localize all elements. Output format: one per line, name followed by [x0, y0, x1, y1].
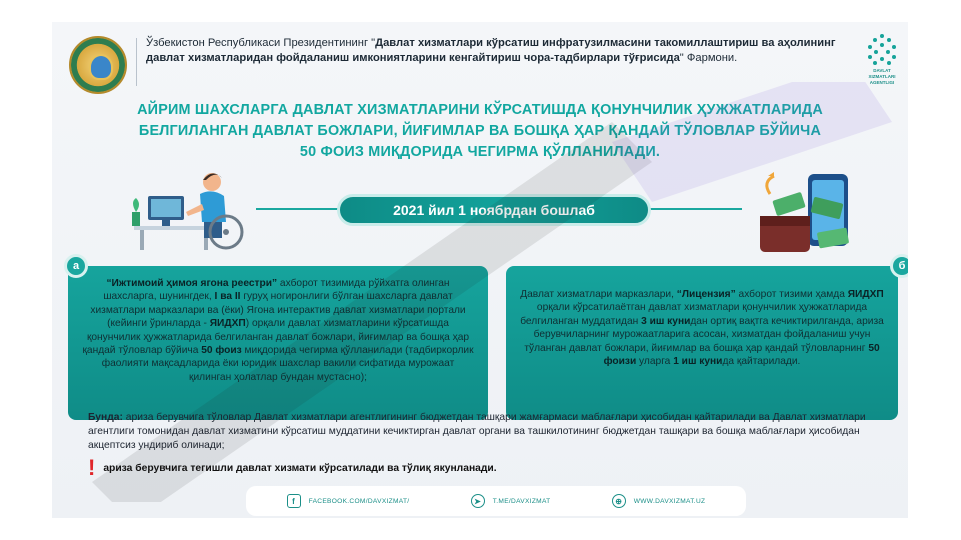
- agency-logo-text: DAVLAT XIZMATLARI AGENTLIGI: [868, 68, 896, 85]
- exclamation-icon: !: [88, 455, 96, 480]
- title-line-3: 50 ФОИЗ МИҚДОРИДА ЧЕГИРМА ҚЎЛЛАНИЛАДИ.: [299, 144, 661, 160]
- title-line-1: АЙРИМ ШАХСЛАРГА ДАВЛАТ ХИЗМАТЛАРИНИ КЎРСАТИШДА ҚОНУНЧИЛИК ҲУЖЖАТЛАРИДА: [137, 102, 823, 118]
- date-pill: 2021 йил 1 ноябрдан бошлаб: [337, 194, 651, 226]
- panel-a-text-1: ахборот тизимида рўйхатга олинган шахсларга, шунингдек,: [103, 278, 450, 303]
- panel-a-text-4: миқдорида чегирма қўлланилади (тадбиркорлик фаолияти мақсадларида ёки юридик шахслар вакили сифатида мурожаат қилинган ҳолатлар бундан мустасно);: [101, 345, 474, 383]
- panel-b-text-5: уларга: [636, 356, 674, 368]
- panel-a-bold-2: I ва II: [214, 291, 241, 303]
- agency-logo-icon: [866, 34, 898, 66]
- date-line-left: [256, 208, 338, 210]
- decree-text: [146, 36, 846, 66]
- globe-icon: ⊕: [612, 494, 626, 508]
- telegram-icon: ➤: [471, 494, 485, 508]
- facebook-link-text: FACEBOOK.COM/DAVXIZMAT/: [308, 497, 410, 505]
- footer-links: [246, 486, 746, 516]
- panel-b-text-6: да қайтарилади.: [722, 356, 801, 368]
- panel-a-bold-1: “Ижтимоий ҳимоя ягона реестри”: [106, 278, 278, 289]
- panel-b: [506, 266, 898, 420]
- badge-b: б: [890, 254, 908, 278]
- panel-a-text-3: ) орқали давлат хизматларини кўрсатишда қонунчилик ҳужжатларида белгиланган давлат божлари, йиғимлар ва бошқа ҳар қандай тўловлар бўйича: [82, 318, 470, 357]
- decree-suffix: " Фармони.: [679, 52, 738, 64]
- panel-a: [68, 266, 488, 420]
- final-statement-text: ариза берувчига тегишли давлат хизмати кўрсатилади ва тўлиқ якунланади.: [103, 462, 497, 474]
- panel-b-text-1: Давлат хизматлари марказлари,: [520, 289, 677, 300]
- panel-b-bold-5: 1 иш куни: [673, 356, 723, 368]
- telegram-link-text: T.ME/DAVXIZMAT: [492, 497, 551, 505]
- decree-title: Давлат хизматлари кўрсатиш инфратузилмасини такомиллаштириш ва аҳолининг давлат хизматларидан фойдаланиш имкониятларини кенгайтириш чора-тадбирлари тўғрисида: [146, 37, 836, 64]
- panel-a-text-2: гуруҳ ногиронлиги бўлган шахсларга давлат хизматлари марказлари ва (ёки) Ягона интерактив давлат хизматлари портали (кейинги ўринларда -: [90, 291, 466, 330]
- panel-b-bold-2: ЯИДХП: [847, 289, 884, 300]
- agency-logo: [860, 34, 904, 96]
- state-emblem-icon: [69, 36, 127, 94]
- panel-a-bold-4: 50 фоиз: [201, 345, 242, 357]
- decree-prefix: Ўзбекистон Республикаси Президентининг ": [146, 37, 376, 49]
- final-statement: [88, 455, 497, 480]
- title-line-2: БЕЛГИЛАНГАН ДАВЛАТ БОЖЛАРИ, ЙИҒИМЛАР ВА БОШҚА ҲАР ҚАНДАЙ ТЎЛОВЛАР БЎЙИЧА: [138, 123, 822, 139]
- date-line-right: [650, 208, 742, 210]
- note-text: [88, 411, 888, 453]
- note-body: ариза берувчига тўловлар Давлат хизматлари агентлигининг бюджетдан ташқари жамғармаси маблағлари ҳисобидан қайтарилади ва Давлат хизматлари агентлиги томонидан давлат хизматини кўрсатиш муддатини кечиктирган давлат органи ва ташкилотининг бюджетдан ташқари ва бошқа маблағлари ҳисобидан акцептсиз ундириб олинади;: [88, 412, 866, 451]
- note-label: Бунда:: [88, 412, 123, 423]
- person-at-computer-illustration: [130, 152, 252, 252]
- badge-a: а: [64, 254, 88, 278]
- facebook-icon: f: [287, 494, 301, 508]
- facebook-link[interactable]: [287, 494, 410, 508]
- panel-a-bold-3: ЯИДХП: [209, 318, 246, 330]
- panel-b-bold-4: 50 фоизи: [603, 342, 880, 368]
- website-link-text: WWW.DAVXIZMAT.UZ: [633, 497, 706, 505]
- infographic-poster: [52, 22, 908, 518]
- telegram-link[interactable]: [471, 494, 551, 508]
- panel-b-text-2: ахборот тизими ҳамда: [735, 289, 848, 300]
- panel-b-text-3: орқали кўрсатилаётган давлат хизматлари қонунчилик ҳужжатларида белгиланган муддатидан: [520, 302, 868, 327]
- panel-b-bold-3: 3 иш куни: [641, 315, 691, 327]
- panel-b-bold-1: “Лицензия”: [676, 289, 736, 300]
- wallet-money-illustration: [752, 170, 862, 270]
- header-divider: [136, 38, 137, 86]
- panel-b-text-4: дан ортиқ вақтга кечиктирилганда, ариза берувчиларнинг мурожаатларига асосан, хизматдан фойдаланиш учун тўланган давлат божлари, йиғимлар ва бошқа ҳар қандай тўловларнинг: [524, 315, 884, 354]
- website-link[interactable]: [612, 494, 706, 508]
